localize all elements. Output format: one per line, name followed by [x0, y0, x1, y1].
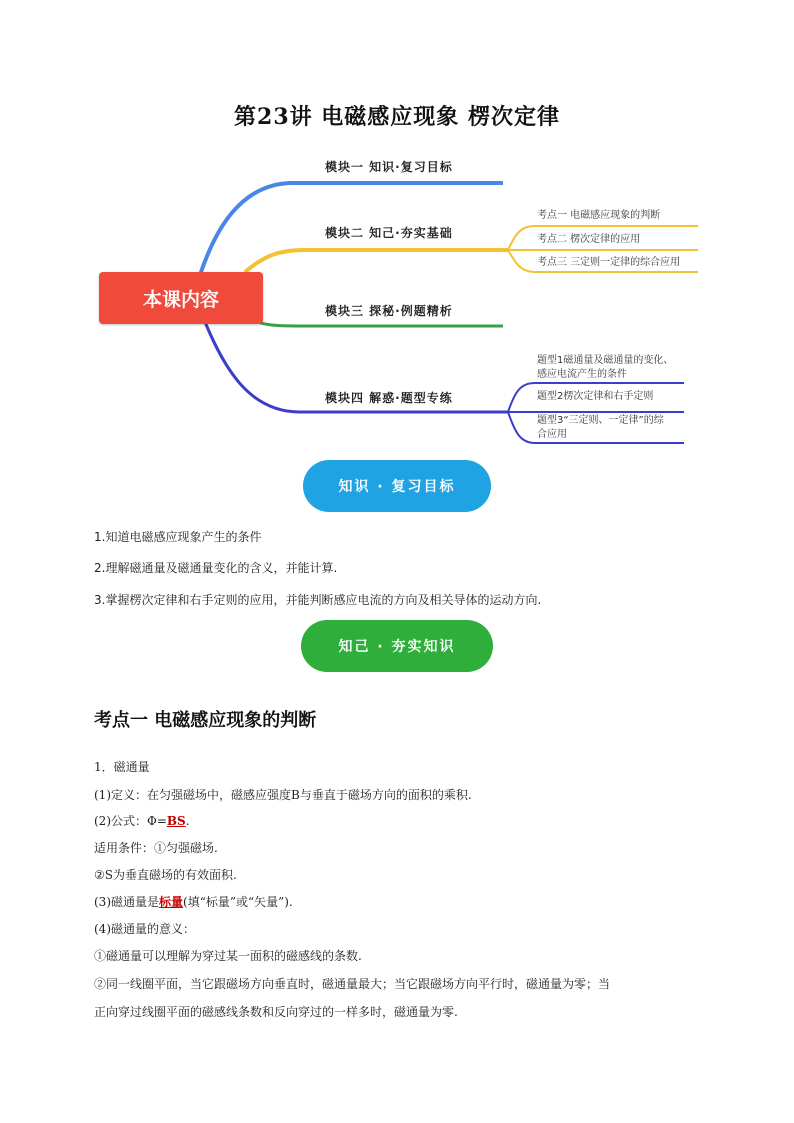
scalar-line: [94, 893, 293, 910]
content-line: ②同一线圈平面，当它跟磁场方向垂直时，磁通量最大；当它跟磁场方向平行时，磁通量为零；当: [94, 977, 611, 991]
mindmap-center: 本课内容: [99, 272, 263, 324]
goal-item: 2.理解磁通量及磁通量变化的含义，并能计算.: [94, 561, 338, 575]
content-line: ②S为垂直磁场的有效面积.: [94, 868, 237, 882]
branch-2-sub-1: 考点一 电磁感应现象的判断: [537, 210, 661, 221]
formula-answer: BS: [166, 814, 186, 828]
branch-2-sub-2: 考点二 楞次定律的应用: [537, 234, 641, 245]
content-line: 1．磁通量: [94, 760, 150, 774]
branch-2-label: 模块二 知己·夯实基础: [325, 226, 453, 240]
formula-prefix: (2)公式：Φ=: [94, 814, 167, 828]
knowledge-banner: 知己 · 夯实知识: [301, 620, 493, 672]
content-line: (4)磁通量的意义：: [94, 922, 195, 936]
content-line: ①磁通量可以理解为穿过某一面积的磁感线的条数.: [94, 949, 362, 963]
goal-item: 3.掌握楞次定律和右手定则的应用，并能判断感应电流的方向及相关导体的运动方向.: [94, 593, 542, 607]
branch-4-sub-3a: 题型3“三定则、一定律”的综: [537, 415, 664, 426]
scalar-suffix: (填“标量”或“矢量”).: [183, 895, 293, 909]
formula-suffix: .: [185, 814, 190, 828]
branch-4-label: 模块四 解惑·题型专练: [325, 391, 453, 405]
branch-2-sub-3: 考点三 三定则一定律的综合应用: [537, 257, 681, 268]
review-goals-banner: 知识 · 复习目标: [303, 460, 491, 512]
branch-4-sub-2: 题型2楞次定律和右手定则: [537, 391, 654, 402]
branch-4-sub-3b: 合应用: [537, 429, 567, 440]
section-heading: 考点一 电磁感应现象的判断: [94, 710, 317, 731]
content-line: 适用条件：①匀强磁场.: [94, 841, 218, 855]
branch-4-sub-1b: 感应电流产生的条件: [537, 369, 627, 380]
branch-3-label: 模块三 探秘·例题精析: [325, 304, 453, 318]
branch-1-label: 模块一 知识·复习目标: [325, 160, 453, 174]
scalar-answer: 标量: [159, 895, 184, 909]
formula-line: [94, 812, 190, 829]
branch-4-sub-1a: 题型1磁通量及磁通量的变化、: [537, 355, 674, 366]
scalar-prefix: (3)磁通量是: [94, 895, 159, 909]
goal-item: 1.知道电磁感应现象产生的条件: [94, 530, 262, 544]
content-line: 正向穿过线圈平面的磁感线条数和反向穿过的一样多时，磁通量为零.: [94, 1005, 458, 1019]
content-line: (1)定义：在匀强磁场中，磁感应强度B与垂直于磁场方向的面积的乘积.: [94, 788, 472, 802]
page-title: 第23讲 电磁感应现象 楞次定律: [234, 104, 560, 130]
